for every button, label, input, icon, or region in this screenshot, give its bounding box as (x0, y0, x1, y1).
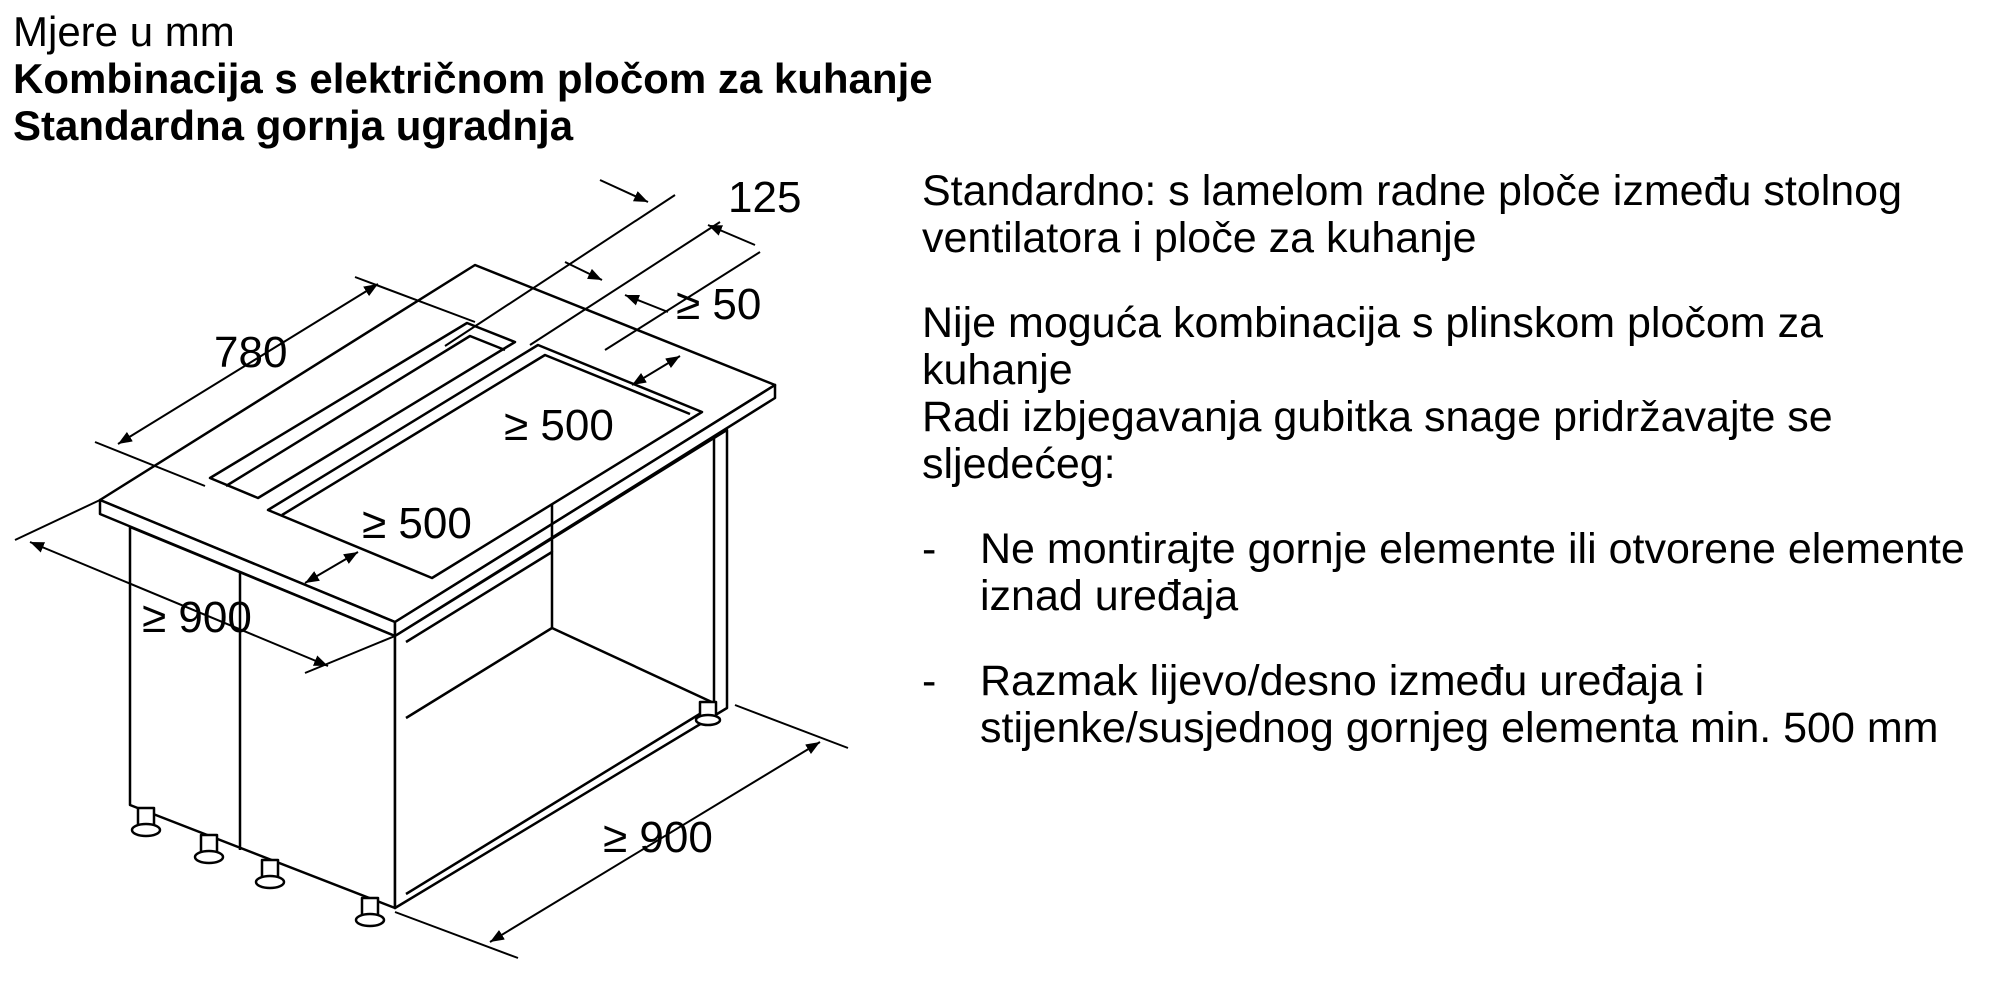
note-gas-power (922, 300, 1982, 488)
installation-notes (922, 168, 1982, 790)
dim-125-arrow-left (600, 180, 648, 202)
note-gas-not-possible: Nije moguća kombinacija s plinskom pločom za kuhanje (922, 299, 1823, 394)
note-bullet-2 (922, 658, 1982, 752)
label-500-front: ≥ 500 (362, 499, 472, 548)
bullet-dash: - (922, 657, 937, 705)
note-power-loss-intro: Radi izbjegavanja gubitka snage pridržavajte se sljedećeg: (922, 393, 1833, 488)
label-900-left: ≥ 900 (142, 593, 252, 642)
dim-125-arrow-right (708, 225, 755, 245)
bullet-1-text: Ne montirajte gornje elemente ili otvorene elemente iznad uređaja (980, 525, 1965, 620)
label-125: 125 (728, 173, 802, 222)
units-label: Mjere u mm (13, 8, 235, 55)
dim-50-arrow-right (625, 295, 668, 312)
note-bullet-1 (922, 526, 1982, 620)
title-line-1: Kombinacija s električnom pločom za kuhanje (13, 55, 933, 102)
note-standard: Standardno: s lamelom radne ploče između stolnog ventilatora i ploče za kuhanje (922, 167, 1903, 262)
bullet-2-text: Razmak lijevo/desno između uređaja i stijenke/susjednog gornjeg elementa min. 500 mm (980, 657, 1939, 752)
dim-50-arrow-left (565, 262, 602, 280)
label-780: 780 (214, 328, 288, 377)
label-500-back: ≥ 500 (504, 401, 614, 450)
title-line-2: Standardna gornja ugradnja (13, 102, 574, 149)
label-900-bottom: ≥ 900 (603, 813, 713, 862)
bullet-dash: - (922, 525, 937, 573)
label-50: ≥ 50 (676, 280, 762, 329)
